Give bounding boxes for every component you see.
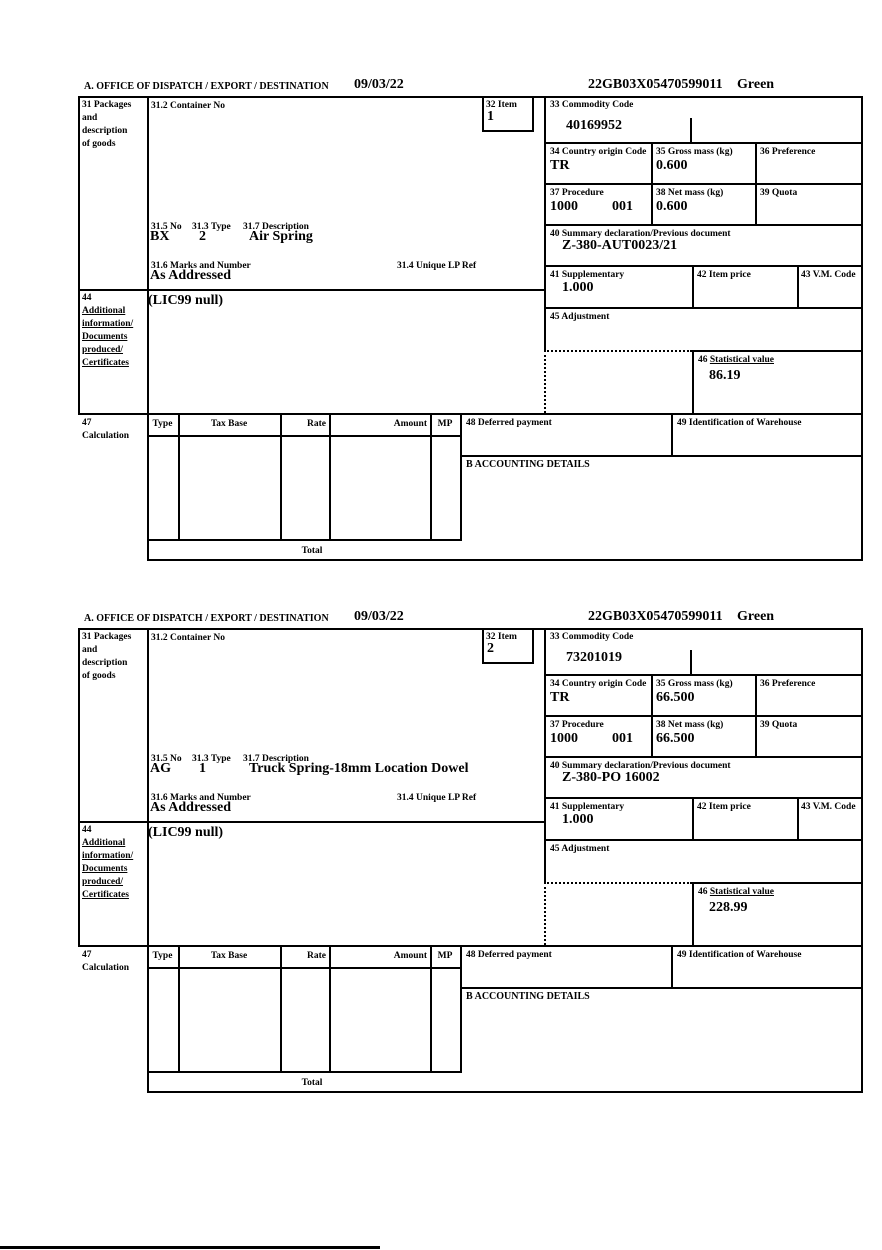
item-2-section (0, 532, 882, 1088)
package-no-value: AG (150, 761, 171, 776)
tax-base-header: Tax Base (210, 419, 248, 429)
tax-type-header: Type (152, 419, 173, 429)
accounting-details-label: B ACCOUNTING DETAILS (466, 459, 590, 470)
tax-base-header: Tax Base (210, 951, 248, 961)
item-1-section (0, 0, 882, 556)
country-origin-value: TR (550, 158, 570, 173)
quota-label: 39 Quota (760, 188, 798, 198)
unique-lp-ref-label: 31.4 Unique LP Ref (397, 793, 477, 803)
commodity-code-label: 33 Commodity Code (550, 100, 634, 110)
previous-document-label: 40 Summary declaration/Previous document (550, 229, 731, 239)
statistical-value: 86.19 (709, 368, 741, 383)
form-line (544, 142, 863, 144)
procedure-value: 1000 (550, 199, 578, 214)
form-line (78, 628, 863, 630)
statistical-value-label: 46 Statistical value (698, 355, 774, 365)
procedure-value: 1000 (550, 731, 578, 746)
mp-header: MP (437, 951, 453, 961)
statistical-value: 228.99 (709, 900, 748, 915)
item-number-value: 2 (487, 641, 494, 656)
marks-value: As Addressed (150, 268, 232, 283)
procedure-extra-value: 001 (612, 731, 633, 746)
form-line (430, 413, 432, 539)
accounting-details-label: B ACCOUNTING DETAILS (466, 991, 590, 1002)
form-line (430, 945, 432, 1071)
calculation-label: 47 Calculation (82, 950, 129, 973)
dotted-divider (544, 350, 692, 352)
form-line (147, 435, 462, 437)
mrn-value: 22GB03X05470599011 (588, 609, 723, 624)
office-of-dispatch-label: A. OFFICE OF DISPATCH / EXPORT / DESTINATION (84, 613, 329, 624)
form-line (147, 1091, 863, 1093)
supplementary-value: 1.000 (562, 280, 594, 295)
form-line (78, 413, 863, 415)
item-price-label: 42 Item price (697, 270, 751, 280)
form-line (692, 350, 863, 352)
form-line (329, 413, 331, 539)
form-line (78, 289, 546, 291)
form-line (692, 882, 694, 945)
net-mass-value: 66.500 (656, 731, 695, 746)
quota-label: 39 Quota (760, 720, 798, 730)
form-line (544, 628, 546, 882)
amount-header: Amount (393, 419, 427, 429)
tax-type-header: Type (152, 951, 173, 961)
supplementary-label: 41 Supplementary (550, 802, 625, 812)
total-label: Total (301, 546, 323, 556)
procedure-extra-value: 001 (612, 199, 633, 214)
form-line (544, 715, 863, 717)
procedure-label: 37 Procedure (550, 720, 604, 730)
form-line (460, 945, 462, 1071)
container-no-label: 31.2 Container No (151, 633, 225, 643)
form-line (544, 183, 863, 185)
supplementary-label: 41 Supplementary (550, 270, 625, 280)
commodity-code-tick (690, 650, 692, 674)
routing-status-value: Green (737, 609, 775, 624)
calculation-label: 47 Calculation (82, 418, 129, 441)
form-line (544, 96, 546, 350)
preference-label: 36 Preference (760, 147, 816, 157)
description-value: Truck Spring-18mm Location Dowel (249, 761, 469, 776)
form-line (671, 413, 673, 455)
commodity-code-value: 40169952 (566, 118, 622, 133)
date-value: 09/03/22 (354, 77, 404, 92)
supplementary-value: 1.000 (562, 812, 594, 827)
net-mass-value: 0.600 (656, 199, 688, 214)
form-line (651, 674, 653, 756)
form-line (755, 142, 757, 224)
procedure-label: 37 Procedure (550, 188, 604, 198)
date-value: 09/03/22 (354, 609, 404, 624)
form-line (797, 797, 799, 839)
package-no-label: 31.5 No (151, 754, 182, 764)
form-line (544, 756, 863, 758)
form-line (78, 96, 80, 415)
form-line (692, 797, 694, 839)
package-no-label: 31.5 No (151, 222, 182, 232)
item-number-value: 1 (487, 109, 494, 124)
deferred-payment-label: 48 Deferred payment (466, 950, 552, 960)
form-line (861, 96, 863, 561)
form-line (544, 265, 863, 267)
description-label: 31.7 Description (243, 754, 309, 764)
item-label: 32 Item (486, 100, 517, 110)
commodity-code-label: 33 Commodity Code (550, 632, 634, 642)
package-type-value: 1 (199, 761, 206, 776)
warehouse-id-label: 49 Identification of Warehouse (677, 950, 802, 960)
form-line (755, 674, 757, 756)
rate-header: Rate (307, 951, 326, 961)
item-price-label: 42 Item price (697, 802, 751, 812)
form-line (178, 945, 180, 1071)
page-edge-line (0, 1246, 380, 1249)
additional-info-label: 44 Additional information/ Documents produced/ Certificates (82, 825, 134, 900)
commodity-code-tick (690, 118, 692, 142)
form-line (147, 628, 149, 947)
dotted-divider (544, 882, 692, 884)
unique-lp-ref-label: 31.4 Unique LP Ref (397, 261, 477, 271)
package-type-value: 2 (199, 229, 206, 244)
gross-mass-value: 0.600 (656, 158, 688, 173)
gross-mass-value: 66.500 (656, 690, 695, 705)
item-label: 32 Item (486, 632, 517, 642)
form-line (280, 413, 282, 539)
total-label: Total (301, 1078, 323, 1088)
previous-document-value: Z-380-PO 16002 (562, 770, 660, 785)
form-line (692, 265, 694, 307)
package-type-label: 31.3 Type (192, 754, 231, 764)
form-line (460, 455, 863, 457)
form-line (329, 945, 331, 1071)
previous-document-value: Z-380-AUT0023/21 (562, 238, 678, 253)
package-type-label: 31.3 Type (192, 222, 231, 232)
office-of-dispatch-label: A. OFFICE OF DISPATCH / EXPORT / DESTINATION (84, 81, 329, 92)
form-line (544, 674, 863, 676)
marks-number-label: 31.6 Marks and Number (151, 261, 251, 271)
description-value: Air Spring (249, 229, 313, 244)
form-line (147, 96, 149, 415)
form-line (78, 821, 546, 823)
container-no-label: 31.2 Container No (151, 101, 225, 111)
form-line (544, 224, 863, 226)
adjustment-label: 45 Adjustment (550, 312, 610, 322)
form-line (544, 797, 863, 799)
additional-info-value: (LIC99 null) (148, 825, 224, 840)
form-line (544, 839, 863, 841)
form-line (692, 350, 694, 413)
form-line (78, 945, 863, 947)
form-line (692, 882, 863, 884)
country-origin-value: TR (550, 690, 570, 705)
form-line (797, 265, 799, 307)
form-line (861, 628, 863, 1093)
previous-document-label: 40 Summary declaration/Previous document (550, 761, 731, 771)
form-line (651, 142, 653, 224)
amount-header: Amount (393, 951, 427, 961)
net-mass-label: 38 Net mass (kg) (656, 188, 724, 198)
statistical-value-label: 46 Statistical value (698, 887, 774, 897)
rate-header: Rate (307, 419, 326, 429)
form-line (147, 967, 462, 969)
form-line (544, 307, 863, 309)
marks-number-label: 31.6 Marks and Number (151, 793, 251, 803)
deferred-payment-label: 48 Deferred payment (466, 418, 552, 428)
routing-status-value: Green (737, 77, 775, 92)
form-line (178, 413, 180, 539)
form-line (671, 945, 673, 987)
dotted-divider (544, 350, 546, 413)
dotted-divider (544, 882, 546, 945)
mp-header: MP (437, 419, 453, 429)
country-origin-label: 34 Country origin Code (550, 679, 647, 689)
form-line (460, 413, 462, 539)
form-line (78, 96, 863, 98)
description-label: 31.7 Description (243, 222, 309, 232)
mrn-value: 22GB03X05470599011 (588, 77, 723, 92)
warehouse-id-label: 49 Identification of Warehouse (677, 418, 802, 428)
marks-value: As Addressed (150, 800, 232, 815)
packages-label: 31 Packages and description of goods (82, 632, 132, 681)
vm-code-label: 43 V.M. Code (801, 270, 856, 280)
form-line (78, 628, 80, 947)
vm-code-label: 43 V.M. Code (801, 802, 856, 812)
country-origin-label: 34 Country origin Code (550, 147, 647, 157)
additional-info-label: 44 Additional information/ Documents produced/ Certificates (82, 293, 134, 368)
additional-info-value: (LIC99 null) (148, 293, 224, 308)
commodity-code-value: 73201019 (566, 650, 622, 665)
packages-label: 31 Packages and description of goods (82, 100, 132, 149)
form-line (460, 987, 863, 989)
preference-label: 36 Preference (760, 679, 816, 689)
gross-mass-label: 35 Gross mass (kg) (656, 679, 733, 689)
adjustment-label: 45 Adjustment (550, 844, 610, 854)
net-mass-label: 38 Net mass (kg) (656, 720, 724, 730)
package-no-value: BX (150, 229, 170, 244)
gross-mass-label: 35 Gross mass (kg) (656, 147, 733, 157)
form-line (280, 945, 282, 1071)
form-line (147, 1071, 462, 1073)
